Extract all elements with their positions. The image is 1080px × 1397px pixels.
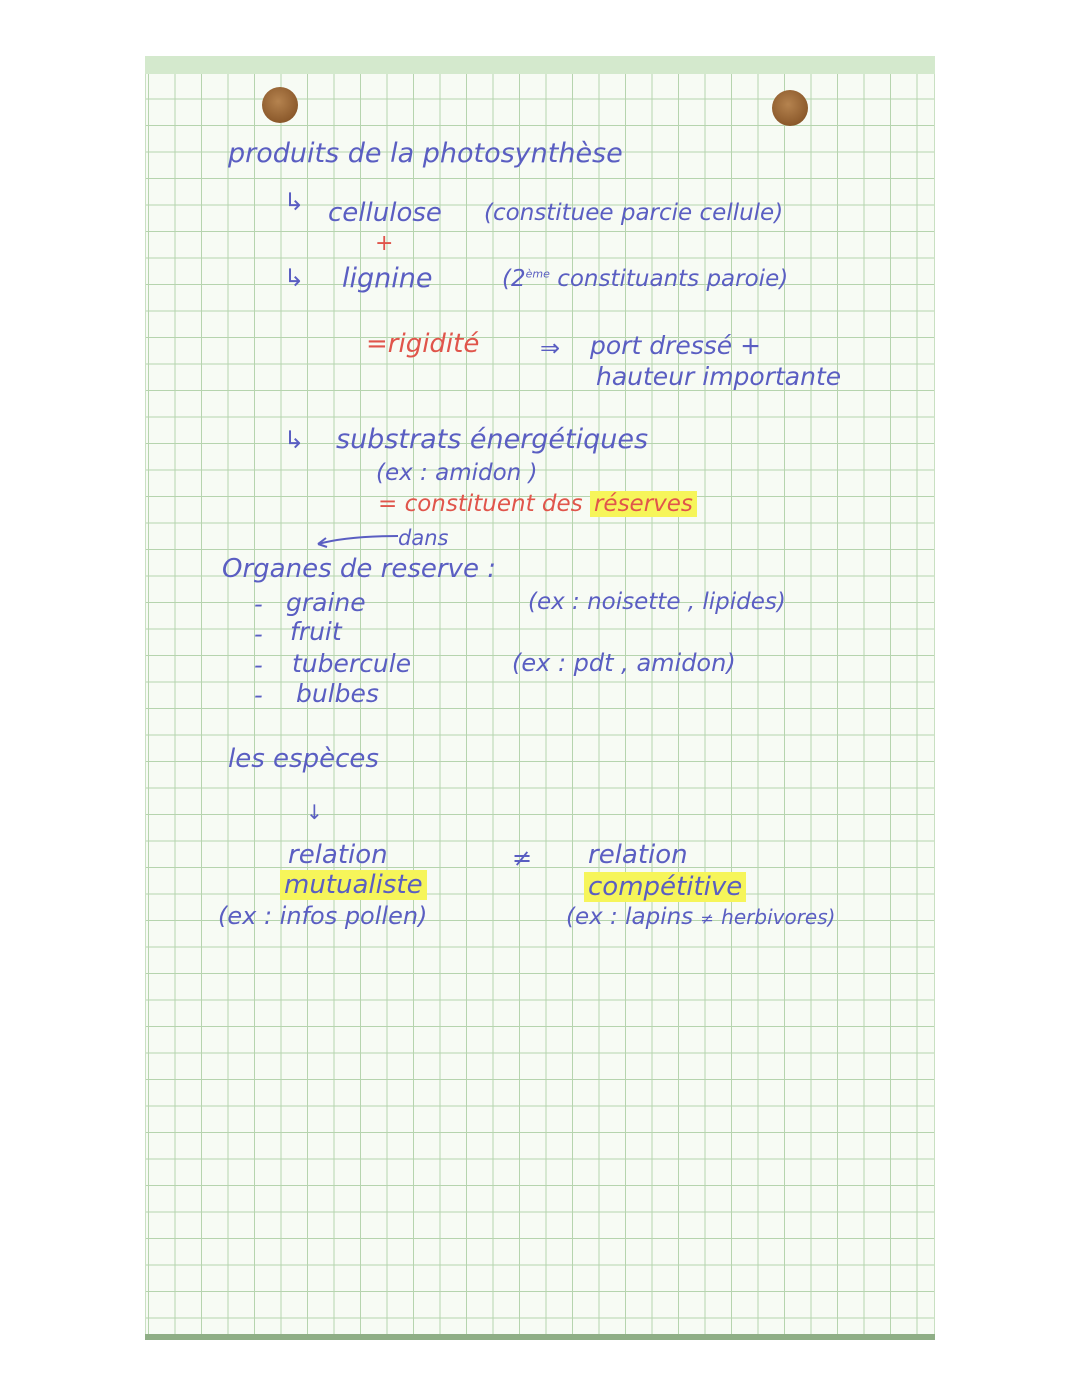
item-cellulose: cellulose bbox=[328, 198, 442, 228]
down-arrow-icon: ↓ bbox=[306, 800, 323, 824]
branch-arrow-lignine: ↳ bbox=[284, 264, 305, 292]
organes-heading: Organes de reserve : bbox=[222, 554, 496, 584]
highlight-reserves: réserves bbox=[590, 491, 697, 517]
dans-arrow-icon bbox=[310, 530, 400, 552]
constituent-text: = constituent des bbox=[378, 491, 583, 517]
highlight-mutualiste: mutualiste bbox=[280, 870, 427, 900]
branch-arrow-substrats: ↳ bbox=[284, 426, 305, 454]
binder-hole-left bbox=[262, 87, 298, 123]
note-lignine bbox=[502, 268, 788, 291]
list-item-bulbes: bulbes bbox=[296, 679, 379, 708]
list-dash: - bbox=[254, 651, 263, 679]
competitive-example-neq: ≠ bbox=[700, 909, 714, 928]
note-lignine-sup: ème bbox=[525, 267, 550, 281]
organes-example-1: (ex : noisette , lipides) bbox=[528, 589, 786, 615]
binder-hole-right bbox=[772, 90, 808, 126]
branch-arrow-cellulose: ↳ bbox=[284, 188, 305, 216]
list-dash: - bbox=[254, 681, 263, 709]
list-item-tubercule: tubercule bbox=[292, 649, 412, 678]
competitive-example-post: herbivores) bbox=[721, 905, 836, 929]
relation-left: relation bbox=[288, 840, 388, 870]
organes-example-2: (ex : pdt , amidon) bbox=[512, 649, 736, 677]
rigidite: =rigidité bbox=[366, 329, 480, 359]
page-title: produits de la photosynthèse bbox=[228, 138, 623, 169]
list-dash: - bbox=[254, 620, 263, 648]
list-dash: - bbox=[254, 590, 263, 618]
note-lignine-post: constituants paroie) bbox=[557, 266, 789, 292]
list-item-graine: graine bbox=[286, 588, 366, 617]
not-equal-sign: ≠ bbox=[512, 844, 533, 872]
item-substrats: substrats énergétiques bbox=[336, 424, 649, 455]
competitive bbox=[584, 874, 746, 900]
item-lignine: lignine bbox=[342, 263, 433, 294]
list-item-fruit: fruit bbox=[290, 617, 342, 646]
implies-arrow: ⇒ bbox=[540, 334, 561, 362]
substrats-example: (ex : amidon ) bbox=[376, 460, 538, 486]
note-cellulose: (constituee parcie cellule) bbox=[484, 200, 784, 226]
competitive-example-pre: (ex : lapins bbox=[566, 904, 694, 930]
dans-label: dans bbox=[398, 526, 449, 550]
graph-paper-sheet bbox=[145, 56, 935, 1340]
plus-sign: + bbox=[375, 231, 394, 256]
especes-heading: les espèces bbox=[228, 744, 379, 774]
mutualiste bbox=[280, 872, 427, 898]
mutualiste-example: (ex : infos pollen) bbox=[218, 902, 428, 930]
hauteur-importante: hauteur importante bbox=[596, 362, 842, 391]
relation-right: relation bbox=[588, 840, 688, 870]
note-lignine-pre: (2 bbox=[502, 266, 526, 292]
competitive-example bbox=[566, 906, 835, 929]
constituent-reserves bbox=[378, 493, 697, 516]
highlight-competitive: compétitive bbox=[584, 872, 746, 902]
port-dresse: port dressé + bbox=[590, 331, 762, 360]
